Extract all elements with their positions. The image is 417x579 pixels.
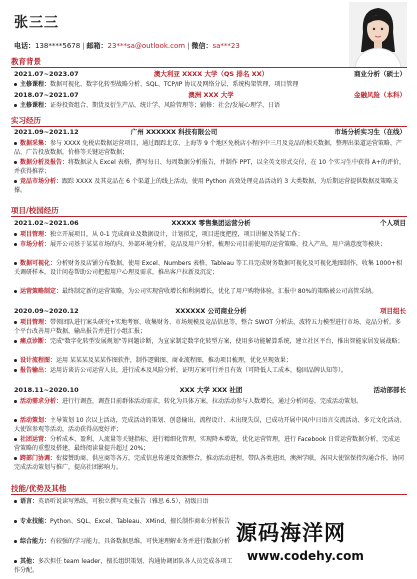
project3-bullet-3 — [14, 435, 406, 453]
bullet-dot — [14, 340, 17, 343]
bullet-key: 项目管理： — [20, 231, 51, 238]
bullet-dot — [14, 233, 17, 236]
bullet-text: 运用访谈访公司运营人员，进行成本及风险分析，证明方案可行并且有效（可降低人工成本，稳固品牌认知等）。 — [50, 367, 348, 374]
edu-school: 澳洲 XXX 大学 — [188, 91, 234, 99]
bullet-dot — [14, 540, 17, 543]
section-title-projects: 项目/校园经历 — [11, 206, 407, 217]
project1-bullet-1 — [14, 230, 406, 239]
wechat-label: 微信： — [191, 42, 213, 50]
bullet-dot — [14, 262, 17, 265]
bullet-key: 项目管理： — [20, 319, 51, 326]
project-period: 2018.11~2020.10 — [14, 386, 79, 394]
bullet-dot — [14, 83, 17, 86]
candidate-name: 张三三 — [14, 15, 59, 31]
project-period: 2021.02~2021.06 — [14, 219, 79, 227]
intern-bullet-2 — [14, 158, 406, 176]
bullet-key: 设计流程图： — [20, 357, 57, 364]
bullet-dot — [14, 142, 17, 145]
bullet-dot — [14, 161, 17, 164]
project2-bullet-4 — [14, 366, 406, 375]
bullet-dot — [14, 180, 17, 183]
bullet-text: 英语听说读写熟练，可独立撰写英文报告（雅思 6.5），初级日语 — [38, 498, 209, 505]
project2-bullet-1 — [14, 318, 406, 336]
phone-value: 138****5678 — [35, 42, 81, 50]
bullet-text: 多次担任 team leader，擅长组织策划、沟通协调团队各人员完成各项工作分配。 — [14, 558, 233, 574]
intern-bullet-1 — [14, 139, 406, 157]
edu-bullet-1 — [14, 80, 406, 89]
bullet-text: 展开公司基于某某市场的内、外部环境分析，竞品及用户分析，梳理公司目前使用的运营策略、投入产出，用户满意度等模块； — [50, 241, 387, 248]
bullet-key: 报告输出： — [20, 367, 51, 374]
wechat-value: sa***23 — [212, 42, 240, 50]
bullet-text: 最终制定新的运营策略，为公司实现营收增长和利润增长，优化了用户购物体验，汇报中 80%的策略被公司高管采纳。 — [62, 288, 378, 295]
bullet-key: 专业技能： — [20, 518, 51, 525]
bullet-dot — [14, 400, 17, 403]
watermark-url: www.codehy.com — [247, 549, 364, 563]
bullet-key: 数据分析及报告： — [20, 159, 69, 166]
bullet-text: 证券投资组合、期货及衍生产品、统计学、风险管理等；辅修：社会/发展心理学、日语 — [50, 102, 281, 109]
bullet-key: 活动策划： — [20, 417, 51, 424]
edu-period: 2021.07~2023.07 — [14, 70, 79, 78]
watermark-text: 源码海洋网 — [236, 520, 346, 545]
bullet-dot — [14, 243, 17, 246]
bullet-dot — [14, 560, 17, 563]
bullet-key: 数据可视化： — [20, 260, 57, 267]
bullet-dot — [14, 369, 17, 372]
contact-line — [14, 41, 240, 51]
skill-bullet-3 — [14, 537, 234, 546]
section-title-internship: 实习经历 — [11, 116, 407, 127]
bullet-key: 运营策略制定： — [20, 288, 63, 295]
section-title-skills: 技能/优势及其他 — [11, 484, 407, 495]
bullet-text: 完成"数字化转型发展规划"等问题诊断，为宣家制定数字化转型方案，使用多功能解算系统，建立社区平台，推出智能家居发展战略； — [50, 338, 404, 345]
bullet-key: 综合能力： — [20, 538, 51, 545]
intern-company: 广州 XXXXXX 科技有限公司 — [130, 128, 218, 136]
bullet-text: 运用 某某某及某某作图软件，制作逻辑图、商业流程图，推动项目梳理，优化呈现效果； — [56, 357, 292, 364]
bullet-text: 主导策划 10 次以上活动，完成活动的策划、创意输出、流程设计、未出现失误，已成功开展中国/中日语言交流活动、多元文化活动、大使馆参观等活动，活动获得高度好评； — [14, 417, 406, 433]
bullet-dot — [14, 359, 17, 362]
bullet-text: 有较强的学习能力，具备数据思维，可快速理解业务并进行数据分析 — [50, 538, 231, 545]
bullet-key: 痛点诊断： — [20, 338, 51, 345]
project2-bullet-2 — [14, 337, 406, 346]
separator: | — [82, 42, 85, 50]
bullet-dot — [14, 290, 17, 293]
email-value: 23***sa@outlook.com — [107, 42, 186, 50]
bullet-dot — [14, 419, 17, 422]
project-role: 活动部部长 — [373, 386, 406, 394]
bullet-text: 进行行调查，调查目前群体活动需求，转化为具体方案，拉动活动参与人数增长，通过分析问卷，完成活动策划。 — [62, 398, 363, 405]
skill-bullet-2 — [14, 517, 234, 526]
bullet-text: 带领团队进行案头研究+实地考察、收集财务、市场规模及竞品信息等，整合 SWOT 分析法、波特五力模型进行市场、竞品分析，多个平台改善用户数据，输出报告并进行小组汇报； — [14, 319, 401, 335]
intern-bullet-3 — [14, 177, 406, 195]
edu-degree: 金融风险（本科） — [354, 91, 406, 99]
bullet-key: 社团运营： — [20, 436, 51, 443]
section-title-education: 教育背景 — [11, 57, 407, 68]
bullet-text: 分析财务及店铺分布数据，使用 Excel、Numbers 表格、Tableau 等工具完成财务数据可视化及可视化地图制作，收集 1000+相关调研样本，设计问卷帮助公司把握用户心理及需求，推出客户拉新及沉淀； — [14, 260, 403, 276]
project-org: XXXXXX 公司商业分析 — [175, 307, 247, 315]
bullet-text: Python、SQL、Excel、Tableau、XMind，擅长制作商业分析报告 — [50, 518, 231, 525]
skill-bullet-1 — [14, 497, 244, 506]
bullet-key: 语言： — [20, 498, 39, 505]
bullet-dot — [14, 520, 17, 523]
bullet-key: 主修课程： — [20, 81, 51, 88]
separator: | — [187, 42, 190, 50]
project1-bullet-4 — [14, 287, 406, 296]
intern-role: 市场分析实习生（在线） — [334, 128, 406, 136]
email-label: 邮箱： — [86, 42, 108, 50]
edu-school: 澳大利亚 XXXX 大学（QS 排名 XX） — [153, 70, 269, 78]
bullet-dot — [14, 104, 17, 107]
project-org: XXX 大学 XXX 社团 — [179, 386, 243, 394]
project2-bullet-3 — [14, 356, 406, 365]
bullet-text: 将数据录入 Excel 表格，撰写每日、每周数据分析报告，并制作 PPT，以全英文形式交付，在 10 个实习生中获得 A+的评价，并获得推荐； — [14, 159, 406, 175]
bullet-key: 竞品市场分析： — [20, 178, 63, 185]
bullet-text: 数据可视化、数字化转型战略分析、SQL、TCP/IP 协议及网络分层、系统构架管理、项目管理 — [50, 81, 299, 88]
bullet-key: 市场分析： — [20, 241, 51, 248]
phone-label: 电话： — [14, 42, 35, 50]
project-org: XXXXX 零售集团运营分析 — [171, 219, 251, 227]
bullet-text: 衔接赞助商、供应商等各方，完成信息传递及资源整合，推动活动进程，带队各类进团，澳洲学联，各国大使馆保持沟通合作，协同完成活动策划与推广，提高社团影响力。 — [14, 455, 405, 471]
project1-bullet-2 — [14, 240, 406, 249]
intern-period: 2021.09~2021.12 — [14, 128, 79, 136]
bullet-key: 数据采集： — [20, 140, 51, 147]
bullet-key: 跨部门协调： — [20, 455, 57, 462]
edu-degree: 商业分析（硕士） — [354, 70, 406, 78]
edu-period: 2018.07~2021.07 — [14, 91, 79, 99]
project-role: 项目组长 — [380, 307, 406, 315]
bullet-dot — [14, 438, 17, 441]
project3-bullet-4 — [14, 454, 406, 472]
edu-bullet-2 — [14, 101, 406, 110]
bullet-key: 其他： — [20, 558, 39, 565]
project-role: 个人项目 — [380, 219, 406, 227]
project3-bullet-1 — [14, 397, 406, 406]
skill-bullet-4 — [14, 557, 234, 575]
bullet-text: 参与 XXXX 免税店数据运营项目，通过跟踪北京、上海等 9 个地区免税店小程序中三月及竞品的相关数据，整理出渠道运营策略、产品、广告投放数据，价格等关键运营数据； — [14, 140, 402, 156]
project-period: 2020.09~2020.12 — [14, 307, 79, 315]
bullet-text: 独立开展项目，从 0-1 完成商业及数据设计，计划拟定，项目进度把控，项目讲解及答疑工作； — [50, 231, 304, 238]
project3-bullet-2 — [14, 416, 406, 434]
project1-bullet-3 — [14, 259, 406, 277]
bullet-dot — [14, 321, 17, 324]
bullet-dot — [14, 500, 17, 503]
bullet-dot — [14, 457, 17, 460]
bullet-text: 分析成本、盈利、人流量等关键指标，进行精细化管理，实现降本增效，优化运营管理，进行 Facebook 日常运营数据分析，完成运营策略的重塑及搭建，最终阅读量提升超过 20%； — [14, 436, 401, 452]
bullet-text: 跟踪 XXXX 及其竞品在 6 个渠道上的线上活动，使用 Python 高效处理竞品活动的 3 大类数据，为后期运营提供数据及策略支撑。 — [14, 178, 399, 194]
bullet-key: 活动需求分析： — [20, 398, 63, 405]
bullet-key: 主修课程： — [20, 102, 51, 109]
